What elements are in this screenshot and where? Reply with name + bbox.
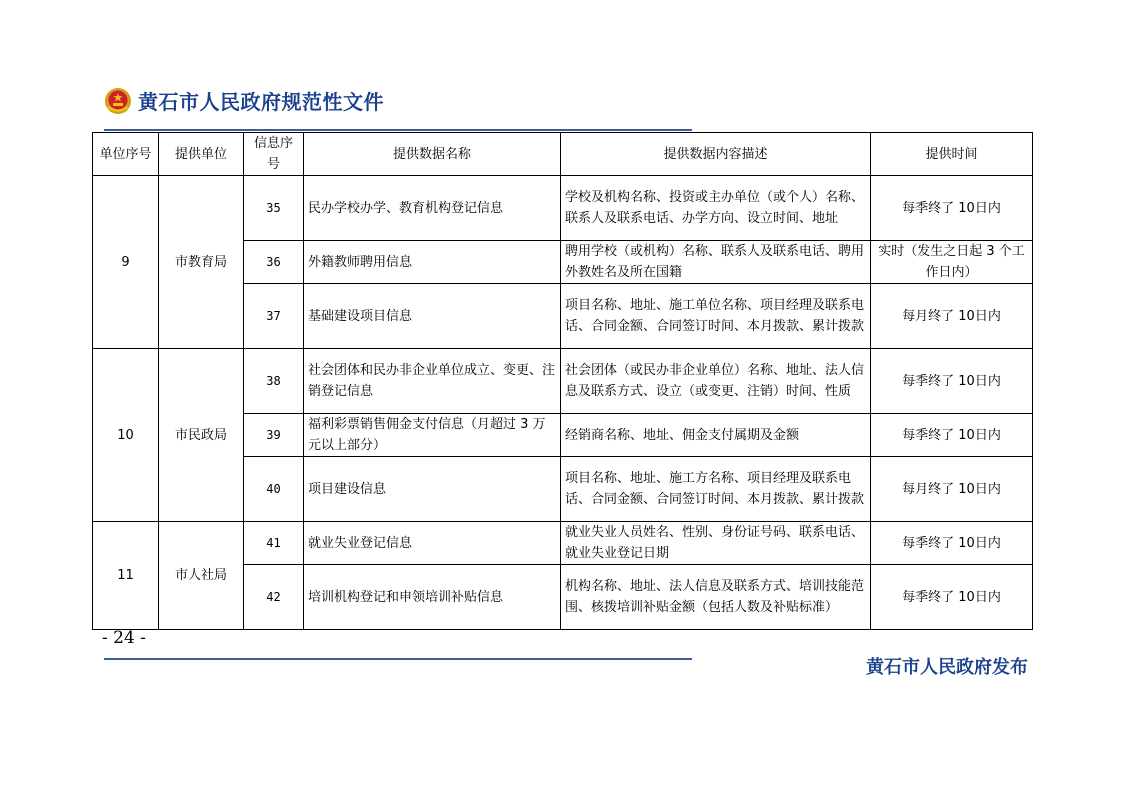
data-description-cell: 聘用学校（或机构）名称、联系人及联系电话、聘用外教姓名及所在国籍 xyxy=(561,241,871,284)
column-header: 信息序号 xyxy=(244,133,304,176)
footer-divider xyxy=(104,658,692,660)
provide-time-cell: 每月终了 10日内 xyxy=(871,284,1033,349)
data-name-cell: 外籍教师聘用信息 xyxy=(304,241,561,284)
data-description-cell: 项目名称、地址、施工单位名称、项目经理及联系电话、合同金额、合同签订时间、本月拨款、累计拨款 xyxy=(561,284,871,349)
data-name-cell: 民办学校办学、教育机构登记信息 xyxy=(304,176,561,241)
data-description-cell: 社会团体（或民办非企业单位）名称、地址、法人信息及联系方式、设立（或变更、注销）时间、性质 xyxy=(561,349,871,414)
data-description-cell: 项目名称、地址、施工方名称、项目经理及联系电话、合同金额、合同签订时间、本月拨款、累计拨款 xyxy=(561,457,871,522)
table-row xyxy=(93,349,1033,414)
column-header: 提供时间 xyxy=(871,133,1033,176)
table-row xyxy=(93,176,1033,241)
data-description-cell: 机构名称、地址、法人信息及联系方式、培训技能范围、核拨培训补贴金额（包括人数及补贴标准） xyxy=(561,565,871,630)
info-number-cell: 38 xyxy=(244,349,304,414)
document-header xyxy=(104,86,384,115)
data-name-cell: 项目建设信息 xyxy=(304,457,561,522)
table-header-row xyxy=(93,133,1033,176)
national-emblem-icon xyxy=(104,87,132,115)
header-divider xyxy=(104,129,692,131)
column-header: 提供数据名称 xyxy=(304,133,561,176)
provide-time-cell: 每季终了 10日内 xyxy=(871,176,1033,241)
provide-time-cell: 实时（发生之日起 3 个工作日内） xyxy=(871,241,1033,284)
column-header: 提供数据内容描述 xyxy=(561,133,871,176)
header-title: 黄石市人民政府规范性文件 xyxy=(138,90,384,114)
provide-time-cell: 每月终了 10日内 xyxy=(871,457,1033,522)
data-table xyxy=(92,132,1033,630)
provide-time-cell: 每季终了 10日内 xyxy=(871,414,1033,457)
column-header: 提供单位 xyxy=(159,133,244,176)
provide-time-cell: 每季终了 10日内 xyxy=(871,522,1033,565)
provide-time-cell: 每季终了 10日内 xyxy=(871,349,1033,414)
data-name-cell: 社会团体和民办非企业单位成立、变更、注销登记信息 xyxy=(304,349,561,414)
unit-name-cell: 市人社局 xyxy=(159,522,244,630)
info-number-cell: 37 xyxy=(244,284,304,349)
unit-number-cell: 11 xyxy=(93,522,159,630)
data-name-cell: 基础建设项目信息 xyxy=(304,284,561,349)
provide-time-cell: 每季终了 10日内 xyxy=(871,565,1033,630)
publisher-label: 黄石市人民政府发布 xyxy=(866,657,1028,678)
info-number-cell: 41 xyxy=(244,522,304,565)
column-header: 单位序号 xyxy=(93,133,159,176)
data-description-cell: 就业失业人员姓名、性别、身份证号码、联系电话、就业失业登记日期 xyxy=(561,522,871,565)
table-row xyxy=(93,522,1033,565)
data-name-cell: 培训机构登记和申领培训补贴信息 xyxy=(304,565,561,630)
data-description-cell: 学校及机构名称、投资或主办单位（或个人）名称、联系人及联系电话、办学方向、设立时间、地址 xyxy=(561,176,871,241)
page-number: - 24 - xyxy=(102,628,146,648)
info-number-cell: 36 xyxy=(244,241,304,284)
info-number-cell: 40 xyxy=(244,457,304,522)
unit-name-cell: 市教育局 xyxy=(159,176,244,349)
unit-number-cell: 10 xyxy=(93,349,159,522)
unit-number-cell: 9 xyxy=(93,176,159,349)
unit-name-cell: 市民政局 xyxy=(159,349,244,522)
data-name-cell: 福利彩票销售佣金支付信息（月超过 3 万元以上部分） xyxy=(304,414,561,457)
data-name-cell: 就业失业登记信息 xyxy=(304,522,561,565)
info-number-cell: 35 xyxy=(244,176,304,241)
info-number-cell: 39 xyxy=(244,414,304,457)
data-description-cell: 经销商名称、地址、佣金支付属期及金额 xyxy=(561,414,871,457)
info-number-cell: 42 xyxy=(244,565,304,630)
